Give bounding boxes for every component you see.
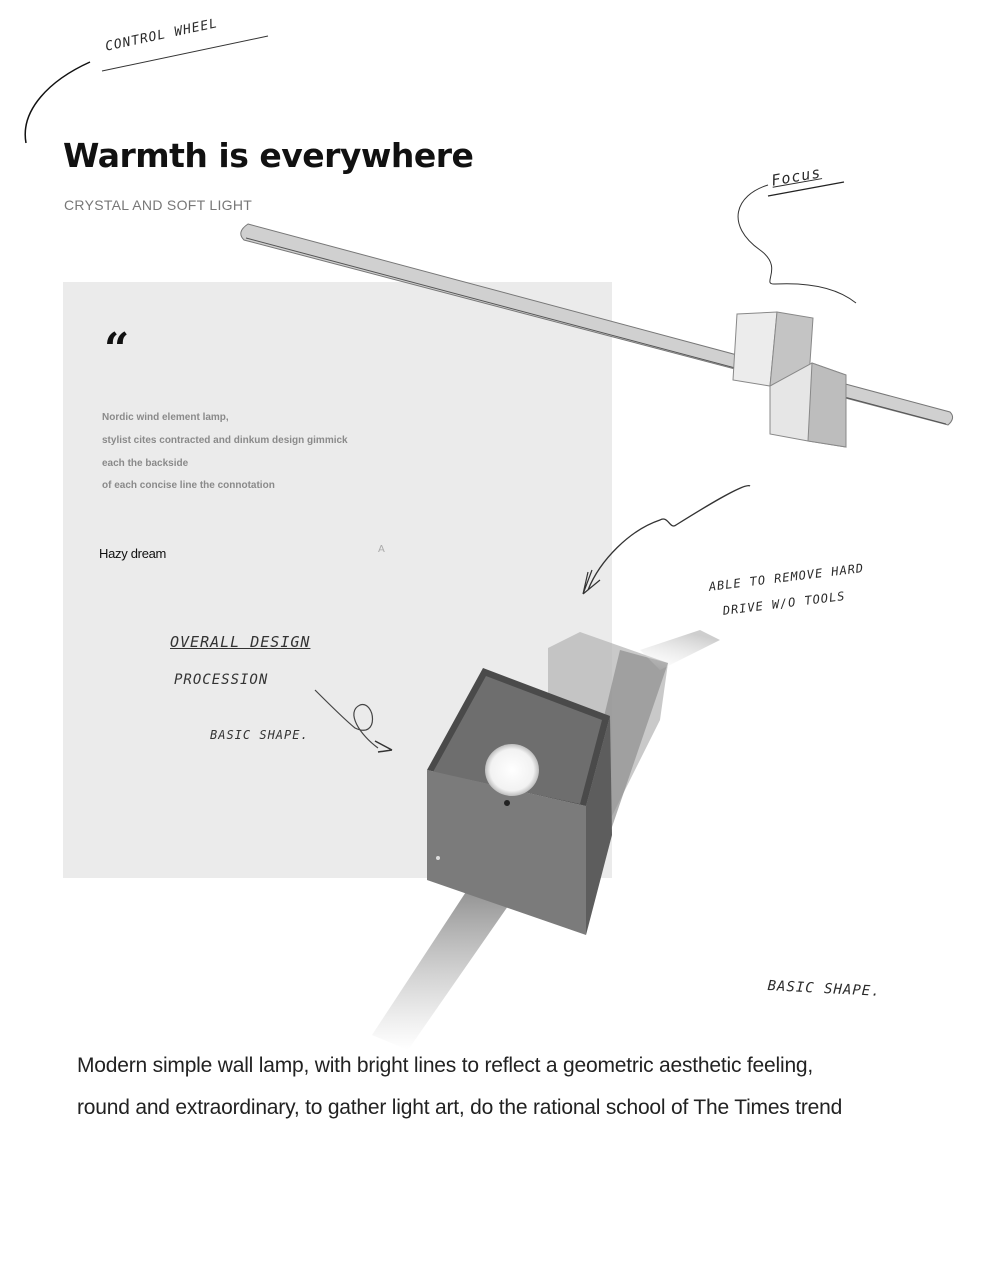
quote-line: stylist cites contracted and dinkum design gimmick	[102, 435, 348, 446]
description-line-2: round and extraordinary, to gather light art, do the rational school of The Times trend	[77, 1096, 843, 1119]
annotation-basic-shape-outer: BASIC SHAPE.	[767, 978, 882, 1000]
watermark-mark: A	[378, 544, 385, 555]
annotation-focus: Focus	[770, 163, 823, 190]
quote-icon: “	[104, 324, 130, 375]
annotation-basic-shape-inner: BASIC SHAPE.	[210, 728, 309, 742]
page-subtitle: CRYSTAL AND SOFT LIGHT	[64, 197, 253, 213]
focus-sketch	[738, 182, 856, 303]
control-wheel-sketch	[25, 36, 268, 143]
description-line-1: Modern simple wall lamp, with bright lines to reflect a geometric aesthetic feeling,	[77, 1054, 814, 1077]
annotation-remove-drive-2: DRIVE W/O TOOLS	[722, 588, 847, 618]
annotation-overall-design: OVERALL DESIGN	[170, 633, 311, 651]
loop-arrow	[315, 690, 392, 752]
annotation-control-wheel: CONTROL WHEEL	[104, 16, 220, 55]
lamp-photo	[372, 630, 720, 1050]
quote-line: of each concise line the connotation	[102, 480, 275, 491]
page-title: Warmth is everywhere	[63, 136, 474, 175]
sketch-cube	[733, 312, 846, 447]
annotation-remove-drive-1: ABLE TO REMOVE HARD	[708, 560, 865, 594]
quote-signature: Hazy dream	[99, 546, 167, 561]
quote-line: Nordic wind element lamp,	[102, 412, 229, 423]
annotation-procession: PROCESSION	[174, 672, 269, 688]
quote-line: each the backside	[102, 458, 189, 469]
